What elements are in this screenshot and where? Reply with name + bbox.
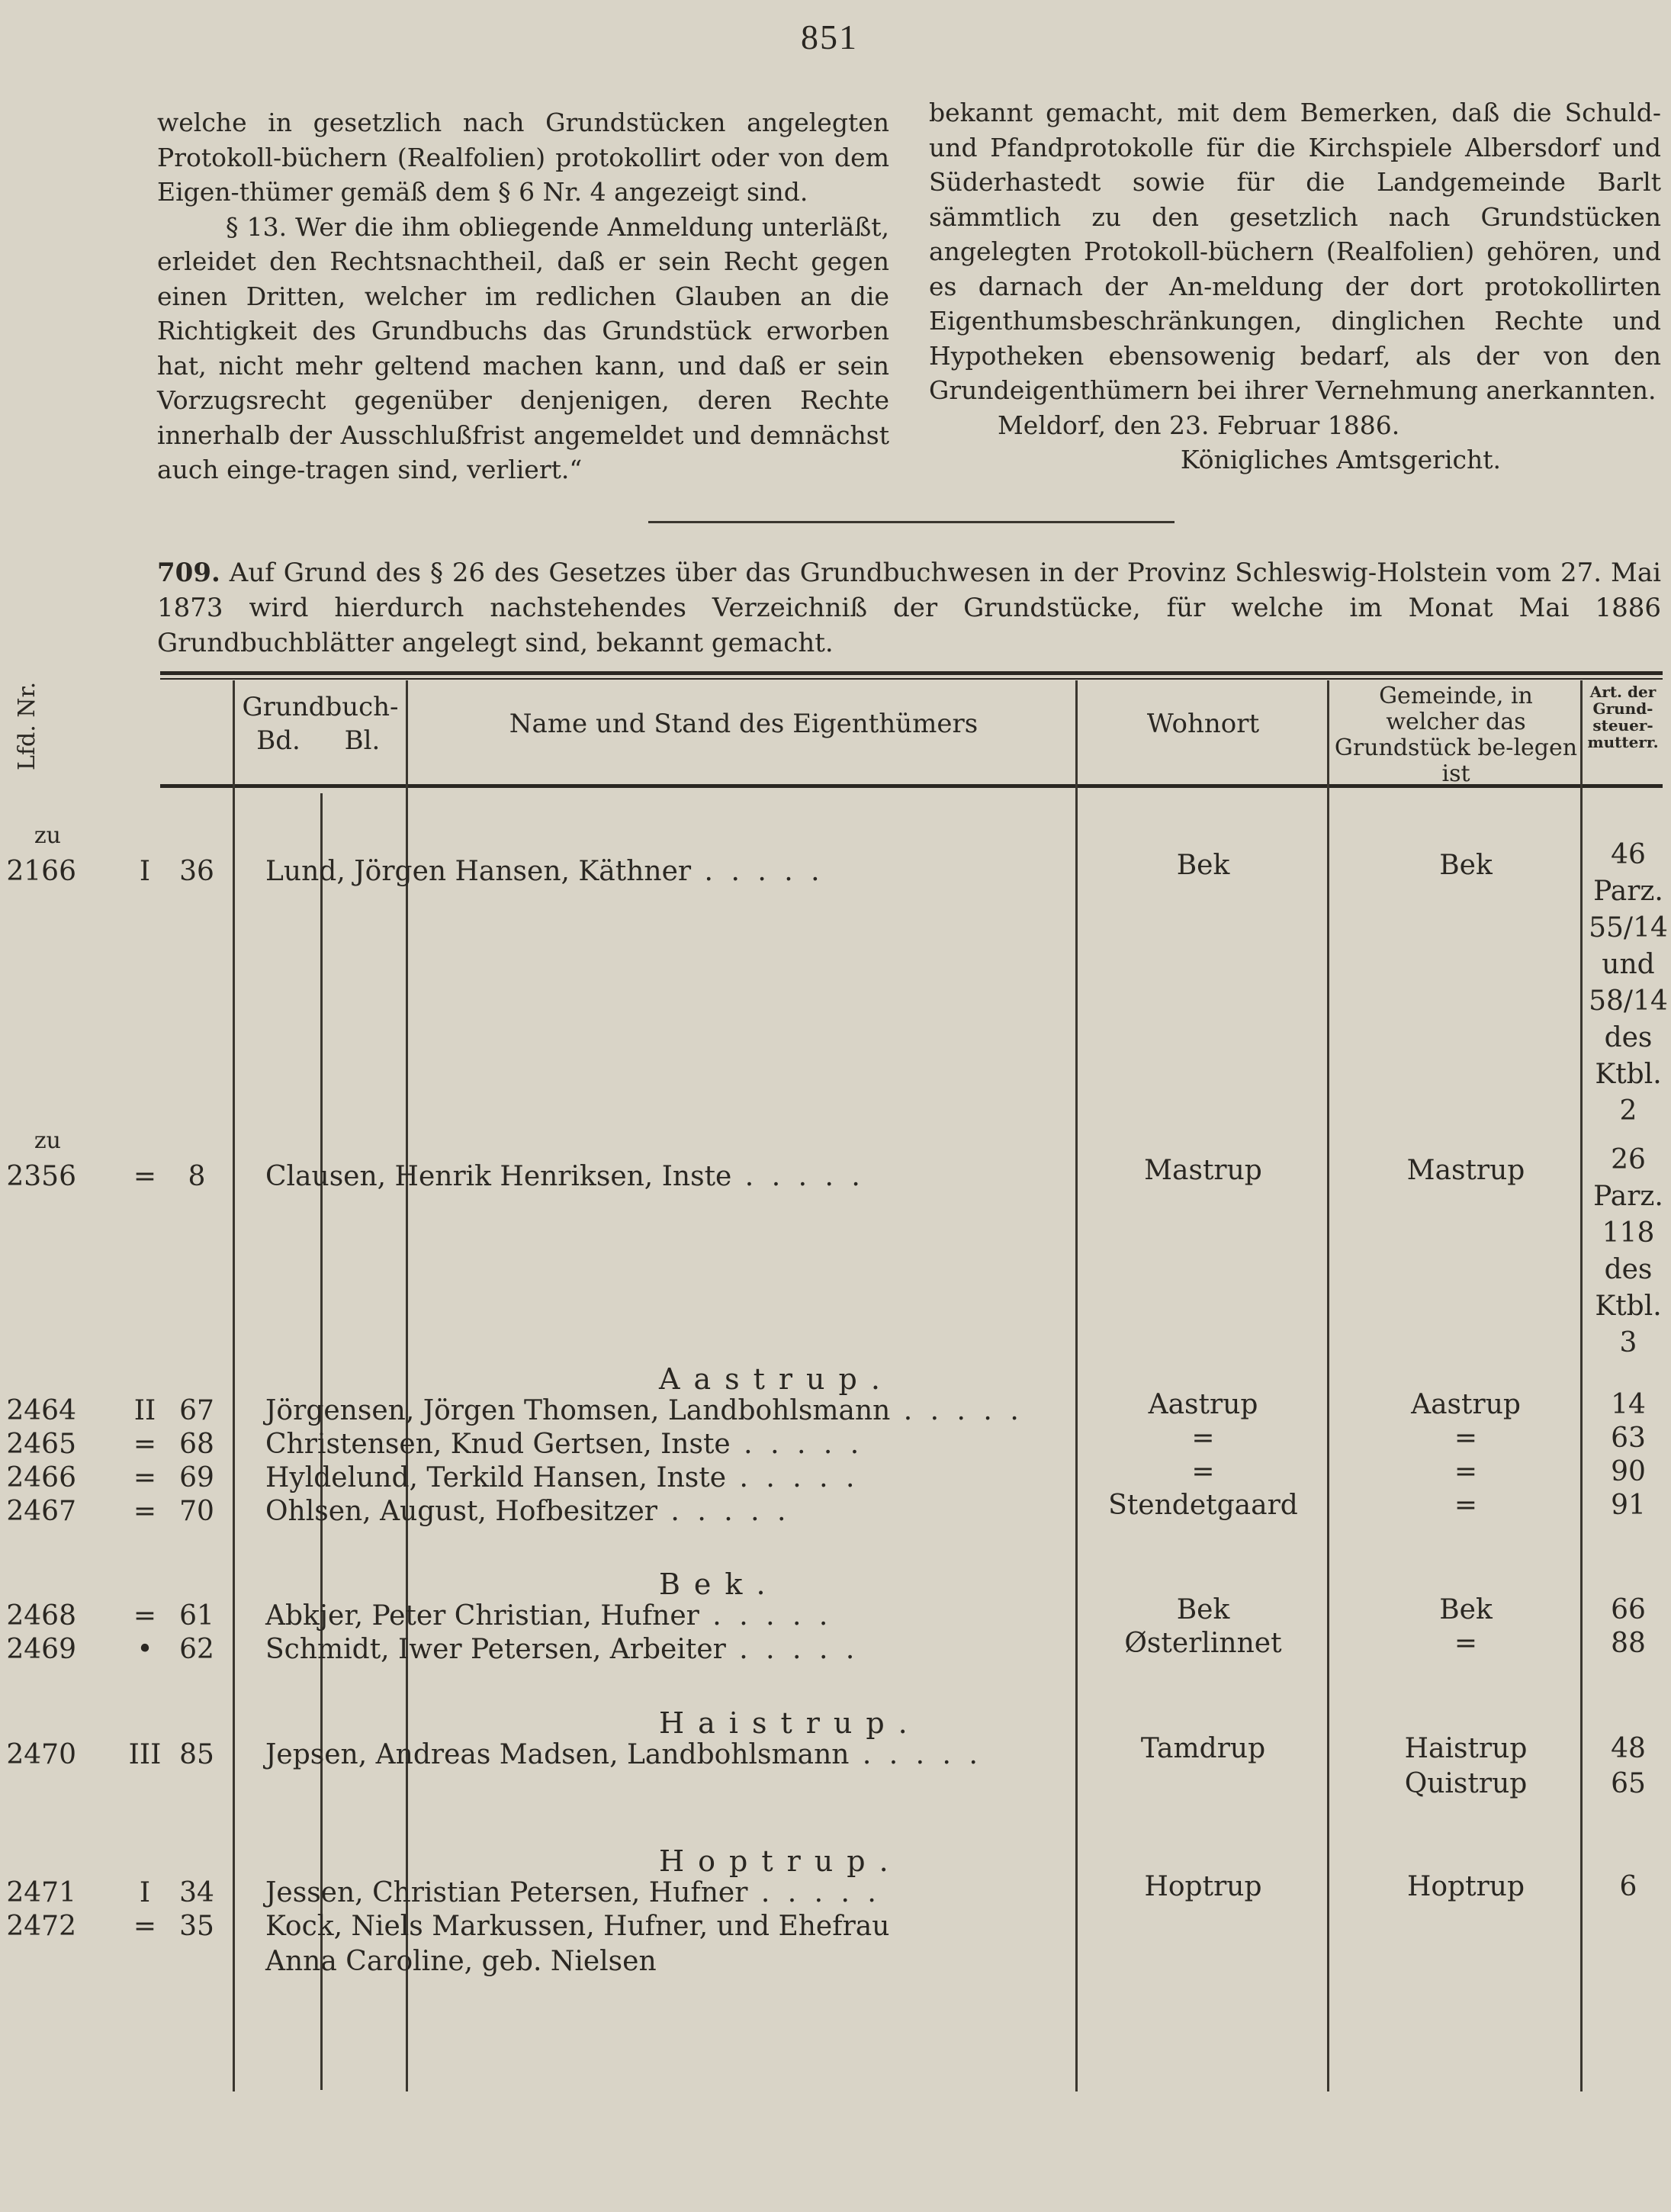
owner-name-text: Clausen, Henrik Henriksen, Inste — [265, 1161, 732, 1192]
owner-name — [265, 1429, 863, 1460]
header-name: Name und Stand des Eigenthümers — [509, 709, 978, 739]
owner-name-text: Christensen, Knud Gertsen, Inste — [265, 1429, 731, 1460]
row-artikel-line: des — [1604, 1022, 1653, 1053]
row-artikel-line: Ktbl. — [1595, 1059, 1662, 1090]
owner-name-text: Lund, Jörgen Hansen, Käthner — [265, 856, 692, 887]
section-heading: Bek. — [659, 1567, 779, 1601]
left-paragraph-1: welche in gesetzlich nach Grundstücken angelegten Protokoll-büchern (Realfolien) protokollirt oder von dem Eigen-thümer gemäß dem § 6 Nr. 4 angezeigt sind. — [157, 108, 889, 207]
row-blatt: 67 — [179, 1395, 214, 1426]
row-wohnort: Aastrup — [1148, 1389, 1258, 1420]
left-paragraph-2: § 13. Wer die ihm obliegende Anmeldung unterläßt, erleidet den Rechtsnachtheil, daß er sein Recht gegen einen Dritten, welcher im redlichen Glauben an die Richtigkeit des Grundbuchs das Grundstück erworben hat, nicht mehr geltend machen kann, und daß er sein Vorzugsrecht gegenüber denjenigen, deren Rechte innerhalb der Ausschlußfrist angemeldet und demnächst auch einge-tragen sind, verliert.“ — [157, 211, 889, 484]
row-gemeinde-2: Quistrup — [1404, 1768, 1528, 1799]
row-gemeinde: Bek — [1439, 850, 1493, 881]
owner-name — [265, 856, 824, 887]
owner-name-text: Ohlsen, August, Hofbesitzer — [265, 1496, 657, 1527]
leader-dots: . . . . . — [890, 1395, 1023, 1426]
row-number: 2472 — [6, 1911, 76, 1942]
row-artikel: 88 — [1611, 1628, 1646, 1659]
leader-dots: . . . . . — [699, 1600, 833, 1632]
col-divider-nr — [233, 680, 235, 2091]
row-artikel-line: und — [1602, 949, 1655, 980]
row-number: 2464 — [6, 1395, 76, 1426]
owner-name-text: Hyldelund, Terkild Hansen, Inste — [265, 1462, 727, 1493]
owner-name-text: Jessen, Christian Petersen, Hufner — [265, 1877, 748, 1908]
row-artikel: 6 — [1619, 1871, 1637, 1902]
section-heading: Aastrup. — [659, 1362, 894, 1396]
row-wohnort: Stendetgaard — [1108, 1490, 1298, 1521]
notice-intro — [157, 555, 1661, 661]
row-wohnort: Bek — [1176, 850, 1230, 881]
row-number: 2356 — [6, 1161, 76, 1192]
owner-name — [265, 1496, 790, 1527]
owner-name — [265, 1395, 1023, 1426]
row-gemeinde: Aastrup — [1411, 1389, 1521, 1420]
row-band: = — [133, 1600, 157, 1632]
section-heading: Haistrup. — [659, 1706, 921, 1740]
row-artikel: 14 — [1611, 1389, 1646, 1420]
row-artikel-2: 65 — [1611, 1768, 1646, 1799]
header-gemeinde: Gemeinde, in welcher das Grundstück be-legen ist — [1334, 683, 1578, 787]
owner-name — [265, 1877, 881, 1908]
leader-dots: . . . . . — [725, 1634, 860, 1665]
row-gemeinde: Hoptrup — [1406, 1871, 1525, 1902]
row-artikel-line: 118 — [1602, 1217, 1655, 1249]
leader-dots: . . . . . — [726, 1462, 860, 1493]
header-bd: Bd. — [256, 725, 300, 756]
row-gemeinde: Mastrup — [1406, 1155, 1525, 1186]
signature-place-date: Meldorf, den 23. Februar 1886. — [998, 410, 1400, 440]
owner-name — [265, 1600, 832, 1632]
owner-name — [265, 1911, 889, 1942]
row-band: = — [133, 1161, 157, 1192]
row-artikel: 91 — [1611, 1490, 1646, 1521]
row-number: 2467 — [6, 1496, 76, 1527]
row-blatt: 35 — [179, 1911, 214, 1942]
leader-dots: . . . . . — [747, 1877, 881, 1908]
header-wohnort: Wohnort — [1146, 709, 1260, 739]
row-gemeinde: = — [1454, 1628, 1478, 1659]
row-blatt: 62 — [179, 1634, 214, 1665]
row-artikel-line: Parz. — [1593, 876, 1663, 907]
table-top-rule — [160, 671, 1663, 675]
row-wohnort: Hoptrup — [1144, 1871, 1262, 1902]
row-artikel: 63 — [1611, 1423, 1646, 1454]
page-number: 851 — [801, 18, 858, 56]
row-artikel: 66 — [1611, 1594, 1646, 1625]
row-wohnort: = — [1191, 1423, 1215, 1454]
row-band: = — [133, 1462, 157, 1493]
header-lfd-nr: Lfd. Nr. — [14, 681, 40, 770]
right-paragraph: bekannt gemacht, mit dem Bemerken, daß die Schuld- und Pfandprotokolle für die Kirchspiele Albersdorf und Süderhastedt sowie für die Landgemeinde Barlt sämmtlich zu den gesetzlich nach Grundstücken angelegten Protokoll-büchern (Realfolien) gehören, und es darnach der An-meldung der dort protokollirten Eigenthumsbeschränkungen, dinglichen Rechte und Hypotheken ebensowenig bedarf, als der von den Grundeigenthümern bei ihrer Vernehmung anerkannten. — [929, 98, 1661, 405]
row-number: 2466 — [6, 1462, 76, 1493]
row-number: 2471 — [6, 1877, 76, 1908]
row-number: 2469 — [6, 1634, 76, 1665]
notice-text: Auf Grund des § 26 des Gesetzes über das Grundbuchwesen in der Provinz Schleswig-Holstein vom 27. Mai 1873 wird hierdurch nachstehendes Verzeichniß der Grundstücke, für welche im Monat Mai 1886 Grundbuchblätter angelegt sind, bekannt gemacht. — [157, 558, 1661, 658]
row-artikel-line: 2 — [1619, 1095, 1637, 1127]
row-band: • — [137, 1634, 153, 1665]
leader-dots: . . . . . — [691, 856, 824, 887]
owner-name — [265, 1634, 859, 1665]
section-heading: Hoptrup. — [659, 1844, 902, 1878]
row-band: = — [133, 1429, 157, 1460]
zu-label: zu — [34, 1127, 61, 1154]
owner-name-text: Schmidt, Iwer Petersen, Arbeiter — [265, 1634, 726, 1665]
row-blatt: 69 — [179, 1462, 214, 1493]
leader-dots: . . . . . — [731, 1161, 865, 1192]
row-artikel: 90 — [1611, 1456, 1646, 1487]
row-artikel-line: Ktbl. — [1595, 1291, 1662, 1322]
row-artikel-line: Parz. — [1593, 1181, 1663, 1212]
row-wohnort: Østerlinnet — [1124, 1628, 1282, 1659]
row-wohnort: Bek — [1176, 1594, 1230, 1625]
row-number: 2166 — [6, 856, 76, 887]
owner-name-text: Anna Caroline, geb. Nielsen — [265, 1946, 657, 1977]
row-gemeinde: Bek — [1439, 1594, 1493, 1625]
row-number: 2470 — [6, 1739, 76, 1770]
left-column — [157, 105, 889, 487]
owner-name — [265, 1462, 859, 1493]
row-band: II — [133, 1395, 156, 1426]
leader-dots: . . . . . — [849, 1739, 982, 1770]
row-band: = — [133, 1911, 157, 1942]
zu-label: zu — [34, 822, 61, 849]
owner-name-text: Jörgensen, Jörgen Thomsen, Landbohlsmann — [265, 1395, 891, 1426]
leader-dots: . . . . . — [730, 1429, 864, 1460]
row-blatt: 68 — [179, 1429, 214, 1460]
notice-number: 709. — [157, 558, 220, 588]
row-blatt: 34 — [179, 1877, 214, 1908]
owner-name-text: Abkjer, Peter Christian, Hufner — [265, 1600, 699, 1632]
row-blatt: 85 — [179, 1739, 214, 1770]
row-number: 2468 — [6, 1600, 76, 1632]
owner-name-text: Jepsen, Andreas Madsen, Landbohlsmann — [265, 1739, 850, 1770]
owner-name — [265, 1739, 982, 1770]
row-artikel: 48 — [1611, 1733, 1646, 1764]
row-blatt: 36 — [179, 856, 214, 887]
table-top-rule-thin — [160, 678, 1663, 680]
row-wohnort: = — [1191, 1456, 1215, 1487]
row-artikel-line: 55/14 — [1589, 912, 1668, 944]
row-artikel-line: 46 — [1611, 839, 1646, 870]
header-artikel: Art. der Grund-steuer-mutterr. — [1587, 683, 1659, 751]
row-band: III — [128, 1739, 162, 1770]
row-artikel-line: 3 — [1619, 1327, 1637, 1358]
section-divider — [648, 521, 1175, 523]
row-wohnort: Mastrup — [1144, 1155, 1262, 1186]
row-wohnort: Tamdrup — [1140, 1733, 1266, 1764]
row-artikel-line: des — [1604, 1254, 1653, 1285]
header-grundbuch: Grundbuch- — [242, 692, 399, 722]
row-blatt: 70 — [179, 1496, 214, 1527]
signature-court: Königliches Amtsgericht. — [1180, 445, 1501, 474]
row-gemeinde: = — [1454, 1456, 1478, 1487]
row-band: I — [139, 1877, 151, 1908]
owner-name — [265, 1946, 657, 1977]
row-blatt: 61 — [179, 1600, 214, 1632]
row-gemeinde: = — [1454, 1423, 1478, 1454]
row-band: I — [139, 856, 151, 887]
row-gemeinde: = — [1454, 1490, 1478, 1521]
row-number: 2465 — [6, 1429, 76, 1460]
row-blatt: 8 — [188, 1161, 206, 1192]
owner-name — [265, 1161, 865, 1192]
row-gemeinde: Haistrup — [1404, 1733, 1528, 1764]
owner-name-text: Kock, Niels Markussen, Hufner, und Ehefrau — [265, 1911, 890, 1942]
row-artikel-line: 58/14 — [1589, 985, 1668, 1017]
row-band: = — [133, 1496, 157, 1527]
row-artikel-line: 26 — [1611, 1144, 1646, 1175]
header-bl: Bl. — [344, 725, 381, 756]
leader-dots: . . . . . — [657, 1496, 791, 1527]
right-column — [929, 95, 1661, 477]
